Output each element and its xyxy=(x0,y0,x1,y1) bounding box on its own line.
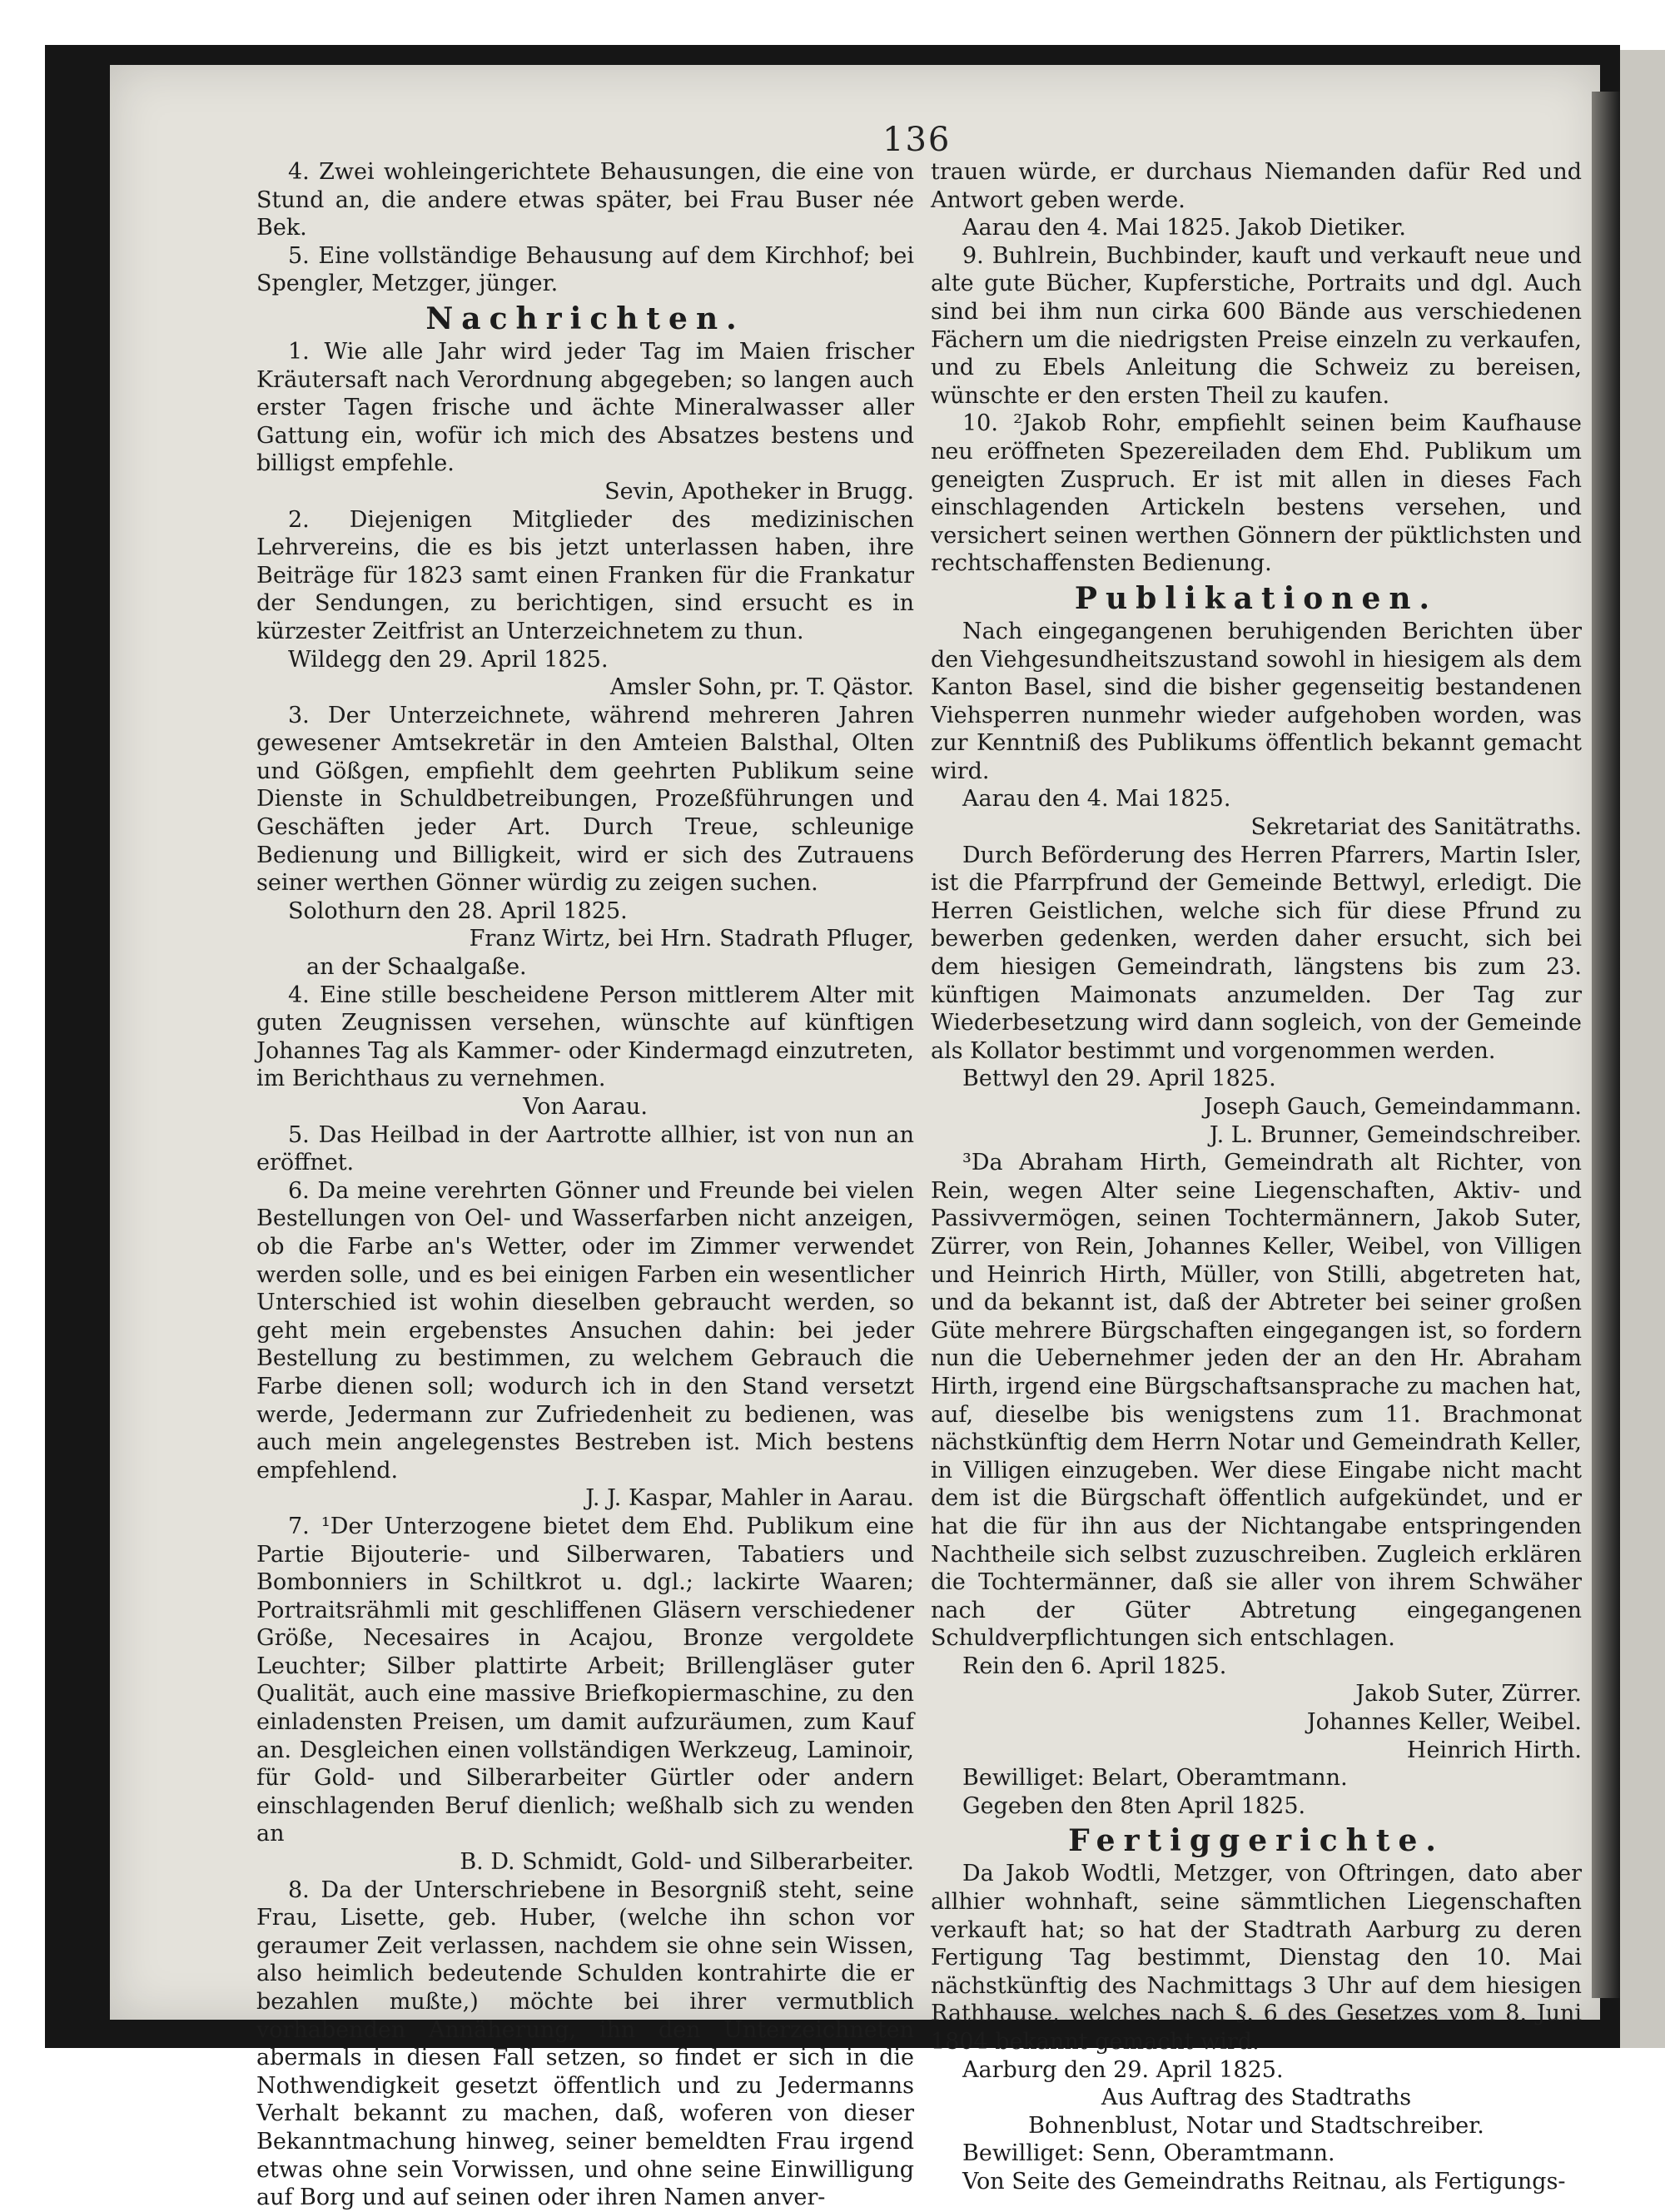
dateline: Rein den 6. April 1825. xyxy=(962,1653,1227,1679)
dateline: Aarau den 4. Mai 1825. xyxy=(962,786,1231,813)
dateline: Solothurn den 28. April 1825. xyxy=(288,897,628,924)
paragraph: 4. Zwei wohleingerichtete Behausungen, die eine von Stund an, die andere etwas später, bei Frau Buser née Bek. xyxy=(256,159,914,241)
section-heading: Fertiggerichte. xyxy=(1068,1823,1444,1859)
page-gutter-shadow xyxy=(1592,92,1620,1998)
paragraph: 4. Eine stille bescheidene Person mittlerem Alter mit guten Zeugnissen versehen, wünschte auf künftigen Johannes Tag als Kammer- oder Kindermagd einzutreten, im Berichthaus zu vernehmen. xyxy=(256,982,914,1092)
signature: Jakob Suter, Zürrer. xyxy=(1355,1681,1582,1707)
paragraph: 6. Da meine verehrten Gönner und Freunde bei vielen Bestellungen von Oel- und Wasserfarben nicht anzeigen, ob die Farbe an's Wetter, oder im Zimmer verwendet werden solle, und es bei einigen Farben ein wesentlicher Unterschied ist wohin dieselben gebraucht werden, so geht mein ergebenstes Ansuchen dahin: bei jeder Bestellung zu bestimmen, zu welchem Gebrauch die Farbe dienen soll; wodurch ich in den Stand versetzt werde, Jedermann zur Zufriedenheit zu bedienen, was auch mein angelegenstes Bestreben ist. Mich bestens empfehlend. xyxy=(256,1177,914,1484)
left-column xyxy=(256,158,914,2212)
signature-line: an der Schaalgaße. xyxy=(306,954,527,981)
signature: Heinrich Hirth. xyxy=(1406,1737,1582,1763)
dateline: Bewilliget: Belart, Oberamtmann. xyxy=(962,1765,1348,1792)
signature: Sekretariat des Sanitätraths. xyxy=(1250,814,1582,841)
section-heading: Publikationen. xyxy=(1074,580,1439,616)
paragraph: 5. Das Heilbad in der Aartrotte allhier, ist von nun an eröffnet. xyxy=(256,1121,914,1176)
centered-line: Bohnenblust, Notar und Stadtschreiber. xyxy=(1028,2112,1484,2139)
paragraph: 7. ¹Der Unterzogene bietet dem Ehd. Publikum eine Partie Bijouterie- und Silberwaren, Tabatiers und Bombonniers in Schiltkrot u. dgl.; lackirte Waaren; Portraitsrähmli mit geschliffenen Gläsern verschiedener Größe, Necesaires in Acajou, Bronze vergoldete Leuchter; Silber plattirte Arbeit; Brillengläser guter Qualität, auch eine massive Briefkopiermaschine, zu den einladensten Preisen, um damit aufzuräumen, zum Kauf an. Desgleichen einen vollständigen Werkzeug, Laminoir, für Gold- und Silberarbeiter Gürtler oder andern einschlagenden Beruf dienlich; weßhalb sich zu wenden an xyxy=(256,1513,914,1847)
paragraph: 2. Diejenigen Mitglieder des medizinischen Lehrvereins, die es bis jetzt unterlassen haben, ihre Beiträge für 1823 samt einen Franken für die Frankatur der Sendungen, zu berichtigen, sind ersucht es in kürzester Zeitfrist an Unterzeichnetem zu thun. xyxy=(256,506,914,644)
right-column xyxy=(931,158,1582,2196)
paragraph: Von Seite des Gemeindraths Reitnau, als Fertigungs- xyxy=(962,2168,1566,2195)
paragraph: 3. Der Unterzeichnete, während mehreren Jahren gewesener Amtsekretär in den Amteien Balsthal, Olten und Gößgen, empfiehlt dem geehrten Publikum seine Dienste in Schuldbetreibungen, Prozeßführungen und Geschäften jeder Art. Durch Treue, schleunige Bedienung und Billigkeit, wird er sich des Zutrauens seiner werthen Gönner würdig zu zeigen suchen. xyxy=(256,702,914,897)
paragraph: Nach eingegangenen beruhigenden Berichten über den Viehgesundheitszustand sowohl in hiesigem als dem Kanton Basel, sind die bisher gegenseitig bestandenen Viehsperren nunmehr wieder aufgehoben worden, was zur Kenntniß des Publikums öffentlich bekannt gemacht wird. xyxy=(931,618,1582,784)
paragraph: 10. ²Jakob Rohr, empfiehlt seinen beim Kaufhause neu eröffneten Spezereiladen dem Ehd. Publikum um geneigten Zuspruch. Er ist mit allen in dieses Fach einschlagenden Artickeln bestens versehen, und versichert seinen werthen Gönnern der püktlichsten und rechtschaffensten Bedienung. xyxy=(931,410,1582,577)
paragraph: ³Da Abraham Hirth, Gemeindrath alt Richter, von Rein, wegen Alter seine Liegenschaften, Aktiv- und Passivvermögen, seinen Tochtermännern, Jakob Suter, Zürrer, von Rein, Johannes Keller, Weibel, von Villigen und Heinrich Hirth, Müller, von Stilli, abgetreten hat, und da bekannt ist, daß der Abtreter bei seiner großen Güte mehrere Bürgschaften eingegangen ist, so fordern nun die Uebernehmer jeden der an den Hr. Abraham Hirth, irgend eine Bürgschaftsansprache zu machen hat, auf, dieselbe bis wenigstens zum 11. Brachmonat nächstkünftig dem Herrn Notar und Gemeindrath Keller, in Villigen einzugeben. Wer diese Eingabe nicht macht dem ist die Bürgschaft öffentlich aufgekündet, und er hat die für ihn aus der Nichtangabe entspringenden Nachtheile sich selbst zuzuschreiben. Zugleich erklären die Tochtermänner, daß sie aller von ihrem Schwäher nach der Güter Abtretung eingegangenen Schuldverpflichtungen sich entschlagen. xyxy=(931,1150,1582,1652)
signature: Amsler Sohn, pr. T. Qästor. xyxy=(609,674,914,701)
dateline: Aarau den 4. Mai 1825. Jakob Dietiker. xyxy=(962,215,1406,241)
signature: B. D. Schmidt, Gold- und Silberarbeiter. xyxy=(460,1849,914,1876)
adjacent-page-edge xyxy=(1620,50,1665,2048)
paragraph: 5. Eine vollständige Behausung auf dem Kirchhof; bei Spengler, Metzger, jünger. xyxy=(256,242,914,297)
paragraph: 8. Da der Unterschriebene in Besorgniß steht, seine Frau, Lisette, geb. Huber, (welche ihn schon vor geraumer Zeit verlassen, nachdem sie ohne sein Wissen, also heimlich bedeutende Schulden kontrahirte die er bezahlen mußte,) möchte bei ihrer vermutblich vorhabenden Annäherung, ihn den Unterzeichneten abermals in diesen Fall setzen, so findet er sich in die Nothwendigkeit gesetzt öffentlich und zu Jedermanns Verhalt bekannt zu machen, daß, woferen von dieser Bekanntmachung hinweg, seiner bemeldten Frau irgend etwas ohne sein Vorwissen, und ohne seine Einwilligung auf Borg und auf seinen oder ihren Namen anver- xyxy=(256,1876,914,2211)
paragraph: Da Jakob Wodtli, Metzger, von Oftringen, dato aber allhier wohnhaft, seine sämmtlichen Liegenschaften verkauft hat; so hat der Stadtrath Aarburg zu deren Fertigung Tag bestimmt, Dienstag den 10. Mai nächstkünftig des Nachmittags 3 Uhr auf dem hiesigen Rathhause, welches nach §. 6 des Gesetzes vom 8. Juni 1804 bekannt gemacht wird. xyxy=(931,1861,1582,2055)
page-number: 136 xyxy=(882,121,952,159)
dateline: Aarburg den 29. April 1825. xyxy=(962,2056,1284,2083)
signature: J. J. Kaspar, Mahler in Aarau. xyxy=(585,1485,914,1512)
section-heading: Nachrichten. xyxy=(425,301,745,336)
paragraph: 1. Wie alle Jahr wird jeder Tag im Maien frischer Kräutersaft nach Verordnung abgegeben; so langen auch erster Tagen frische und ächte Mineralwasser aller Gattung ein, wofür ich mich des Absatzes bestens und billigst empfehle. xyxy=(256,338,914,477)
dateline: Bewilliget: Senn, Oberamtmann. xyxy=(962,2140,1335,2167)
signature: Joseph Gauch, Gemeindammann. xyxy=(1203,1094,1582,1120)
dateline: Gegeben den 8ten April 1825. xyxy=(962,1792,1306,1819)
signature: Johannes Keller, Weibel. xyxy=(1306,1709,1582,1736)
paragraph: 9. Buhlrein, Buchbinder, kauft und verkauft neue und alte gute Bücher, Kupferstiche, Portraits und dgl. Auch sind bei ihm nun cirka 600 Bände aus verschiedenen Fächern um die niedrigsten Preise einzeln zu verkaufen, und zu Ebels Anleitung die Schweiz zu bereisen, wünschte er den ersten Theil zu kaufen. xyxy=(931,242,1582,409)
paragraph-continuation: trauen würde, er durchaus Niemanden dafür Red und Antwort geben werde. xyxy=(931,159,1582,213)
paragraph: Durch Beförderung des Herren Pfarrers, Martin Isler, ist die Pfarrpfrund der Gemeinde Bettwyl, erledigt. Die Herren Geistlichen, welche sich für diese Pfrund zu bewerben gedenken, werden daher ersucht, sich bei dem hiesigen Gemeindrath, längstens bis zum 23. künftigen Maimonats anzumelden. Der Tag zur Wiederbesetzung wird dann sogleich, von der Gemeinde als Kollator bestimmt und vorgenommen werden. xyxy=(931,842,1582,1064)
centered-line: Aus Auftrag des Stadtraths xyxy=(1101,2085,1412,2111)
signature: J. L. Brunner, Gemeindschreiber. xyxy=(1209,1121,1582,1148)
dateline: Wildegg den 29. April 1825. xyxy=(288,646,609,673)
centered-line: Von Aarau. xyxy=(523,1094,648,1120)
signature: Sevin, Apotheker in Brugg. xyxy=(604,478,914,505)
signature: Franz Wirtz, bei Hrn. Stadrath Pfluger, xyxy=(469,926,914,952)
dateline: Bettwyl den 29. April 1825. xyxy=(962,1066,1276,1092)
